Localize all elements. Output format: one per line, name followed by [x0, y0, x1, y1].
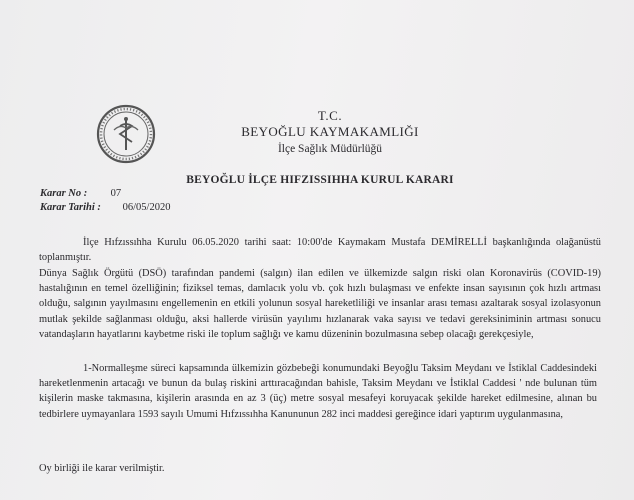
document-title: BEYOĞLU İLÇE HIFZISSIHHA KURUL KARARI	[186, 174, 454, 186]
karar-no-value: 07	[110, 188, 122, 199]
karar-no-label: Karar No :	[40, 188, 88, 199]
paragraph-closing: Oy birliği ile karar verilmiştir.	[39, 463, 165, 474]
paragraph-rationale: Dünya Sağlık Örgütü (DSÖ) tarafından pandemi (salgın) ilan edilen ve ülkemizde salgın riski olan Koronavirüs (COVID-19) hastalığının en temel özelliğinin; fiziksel temas, damlacık yolu vb. çok hızlı bulaşması ve enfekte insan sayısının çok hızlı artması olduğu, salgının yayılmasını engellemenin en etkili yolunun sosyal hareketliliği ve insanlar arası teması azaltarak sosyal izolasyonun mutlak şekilde sağlanması olduğu, aksi hallerde virüsün yayılımı hızlanarak vaka sayısı ve tedavi gereksiniminin artması sonucu vatandaşların hayatlarını kaybetme riski ile toplum sağlığı ve kamu düzeninin bozulmasına sebep olacağı gerekçesiyle,	[39, 268, 601, 340]
karar-tarihi-label: Karar Tarihi :	[40, 202, 101, 213]
ministry-seal-icon	[96, 104, 156, 164]
header-tc: T.C.	[317, 108, 343, 123]
paragraph-decision-1: 1-Normalleşme süreci kapsamında ülkemizin gözbebeği konumundaki Beyoğlu Taksim Meydanı ve İstiklal Caddesindeki hareketlenmenin artacağı ve bunun da bulaş riskini arttıracağından bahisle, Taksim Meydanı ve İstiklal Caddesi ' nde bulunan tüm kişilerin maske takmasına, kişilerin arasında en az 3 (üç) metre sosyal mesafeyi koruyacak şekilde hareket edilmesine, alınan bu tedbirlere uymayanlara 1593 sayılı Umumi Hıfzıssıhha Kanununun 282 inci maddesi gereğince idari yaptırım uygulanmasına,	[39, 363, 597, 420]
header-kaymakamlik: BEYOĞLU KAYMAKAMLIĞI	[241, 124, 419, 139]
paragraph-meeting: İlçe Hıfzıssıhha Kurulu 06.05.2020 tarihi saat: 10:00'de Kaymakam Mustafa DEMİRELLİ başkanlığında olağanüstü toplanmıştır.	[39, 237, 601, 264]
karar-tarihi-value: 06/05/2020	[122, 202, 171, 213]
karar-no	[40, 188, 121, 199]
karar-tarihi	[40, 202, 170, 213]
header-mudurluk: İlçe Sağlık Müdürlüğü	[277, 143, 383, 155]
